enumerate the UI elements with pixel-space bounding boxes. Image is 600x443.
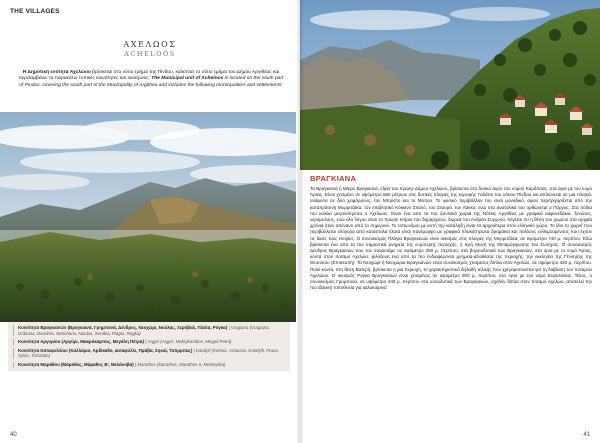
page-number-left: 40 (10, 432, 17, 438)
intro-greek-bold: Η Δημοτική ενότητα Αχελώου (22, 70, 91, 75)
intro-english-bold: The Municipal unit of Acheloos (151, 76, 224, 82)
intro-text (18, 70, 284, 89)
caption-katafylli-english: | Katafyli (Kelaria, Ardaviva, Katafylli, Prava, Sykia, Tsiriantia) (18, 347, 279, 359)
caption-vragiana-greek: Κοινότητα Βραγκιανών (Βραγκιανά, Γρημπονά, Δένδρος, Νεοχώρι, Νούλας, Ξερόβαλ, Πλάτα, Ρόγκα) (18, 325, 228, 330)
place-title-greek: ΑΧΕΛΩΟΣ (123, 40, 177, 49)
caption-vragiana (13, 325, 285, 336)
caption-argyri (13, 339, 285, 345)
caption-marathos-greek: Κοινότητα Μαράθου (Μάραθος, Μάραθος Β', Μελάνοβα) (18, 361, 134, 367)
caption-argyri-english: | Argyri (Argyri, Makrykambos, Megali Petra) (143, 339, 232, 345)
village-photo (300, 0, 600, 170)
book-gutter (297, 0, 303, 443)
caption-argyri-greek: Κοινότητα Αργυρίου (Αργύρι, Μακρόκαμπος, Μεγάλη Πέτρα) (18, 339, 144, 345)
place-title (0, 40, 300, 58)
caption-katafylli-greek: Κοινότητα Καταφυλλίου (Καλλάριο, Αρδίκαθο, καταφύλλι, Πράβα, Σηκιά, Τσόρμπας) (18, 347, 193, 353)
vragiana-paragraph: Τα Βραγκιανά ή Μικρό Βραγκιανά, έδρα του πρώην Δήμου Αχελώου, βρίσκεται στο δυτικό άκρο του νομού Καρδίτσας, στα όρια με τον νομό Άρτας. Είναι χτισμένο σε υψόμετρο 650 μέτρων στις δυτικές πλαγιές της κορυφής Γαλάτσι του νότιου Πίνδου και απλώνεται σε μια πλαγιά, ανάμεσα σε δύο χειμάρρους, τον Μπρίστο και το Μότσιο. Το φυσικό περιβάλλον του είναι μοναδικό, αφού περιτριγυρίζεται από την καταπράσινη Μυρμιτζάκα, τον επιβλητικό Κόκκινο Σπανό, του Σταυρό, τον Λάκκο, ενώ στα ανατολικά του ορθώνεται ο Πύργος. Στα πόδια του κυλάει μεγαλόπρεπα ο Αχελώος. Είναι ένα από τα πιο ζωντανά χωριά της Νότιας Αργιθέας με γραφικά καφενεδάκια, ξενώνες, νερόμυλους, ενώ όλο λόγου είναι το πρώην κτήριο του δημαρχείου, δωρεά του Ανδρέα Συγγρού. Λέγεται ότι η θέση του χωριού στα αρχαία χρόνια ήταν απέναντι από το σημερινό. Το τοπωνύμιο με αυτή την κατάληξη είναι τα αρχαιότερα στον ελληνικό χώρο. Το ίδιο το χωριό που περιβάλλεται ολόγυρα από κατάστολα έλατα είναι πανέμορφο με γραφικά πλακόστρωτα δρομάκια και πολλούς ενθυμούμενους που έχουν τις δικές τους ενορίες. Ο συνοικισμός Πλάγια Βραγκιανών είναι οικισμός στις πλαγιές της Μυρμιτζάκα, σε υψόμετρο 740 μ. περίπου. Εδώ βρίσκεται ένα από τα πιο σημαντικά μνημεία της ευρύτερης περιοχής, η Ιερή Μονή της Μεταμόρφωσης του Σωτήρος. Ο συνοικισμός Δένδρος Βραγκιανών που τον συναντάμε σε υψόμετρο 350 μ. περίπου, στα βορειοδυτικά των Βραγκιανών, στα όρια με το νομό Άρτας, κοντά στον ποταμό Αχελώο, φιλοξενεί ένα από τα πιο ενδιαφέροντα μνημεία-αξιοθέατα της περιοχής, την εκκλησία της Γέννησης της Θεοτόκου (Επισκοπή). Τα Νεοχώρι ή Νεοχώρια Βραγκιανών είναι συνοικισμός χτισμένος δίπλα στον Αχελώο, σε υψόμετρο 420 μ. περίπου. Πολύ κοντά, στη θέση Βατερή, βρίσκεται η μία περιοχή, το χαρακτηριστικό δηλαδή τελικής που χρησιμοποιείται για τη διάβαση του ποταμού Αχελώου. Ο οικισμός Ρόγκα Βραγκιανών είναι χτισμένος σε υψόμετρο 900 μ. περίπου, στα όρια με τον νομό Ευρυτανίας. Τέλος, ο συνοικισμός Γρυμπονά, σε υψόμετρο 440 μ. περίπου στα νοτιοδυτικά των Βραγκιανών, σχεδόν δίπλα στον ποταμό Αχελώο, αποτελεί την πιο ιδανική τοποθεσία για καλοκαιρινά (310, 186, 592, 291)
vragiana-article (310, 186, 592, 291)
section-title: THE VILLAGES (10, 8, 60, 15)
intro-english-rest: is located on the south part of Pindus, covering the south part of the Municipality of Argithea and includes the following municipalities and settlements: (19, 76, 284, 88)
intro-greek-rest: βρίσκεται στο νότιο τμήμα της Πίνδου, καλύπτει το νότιο τμήμα του Δήμου Αργιθέας και περιλαμβάνει τα παρακάτω τοπικές κοινότητες και οικισμούς: (18, 70, 280, 82)
caption-katafylli (13, 348, 285, 359)
caption-marathos-english: | Marathos (Marathos, Marathos II, Melanydra) (133, 361, 226, 367)
settlements-caption-box (8, 322, 290, 371)
page-number-right: 41 (583, 432, 590, 438)
landscape-photo-mountains (0, 112, 296, 322)
vragiana-heading: ΒΡΑΓΚΙΑΝΑ (310, 174, 357, 183)
caption-vragiana-english: | Vragiana (Vragiana, Gribiana, Dendros, Neochoria, Noulas, Xerakia, Plagia, Rogka) (18, 325, 270, 336)
place-title-latin: ACHELOOS (124, 50, 176, 58)
caption-marathos (13, 362, 285, 368)
right-page (300, 0, 600, 443)
